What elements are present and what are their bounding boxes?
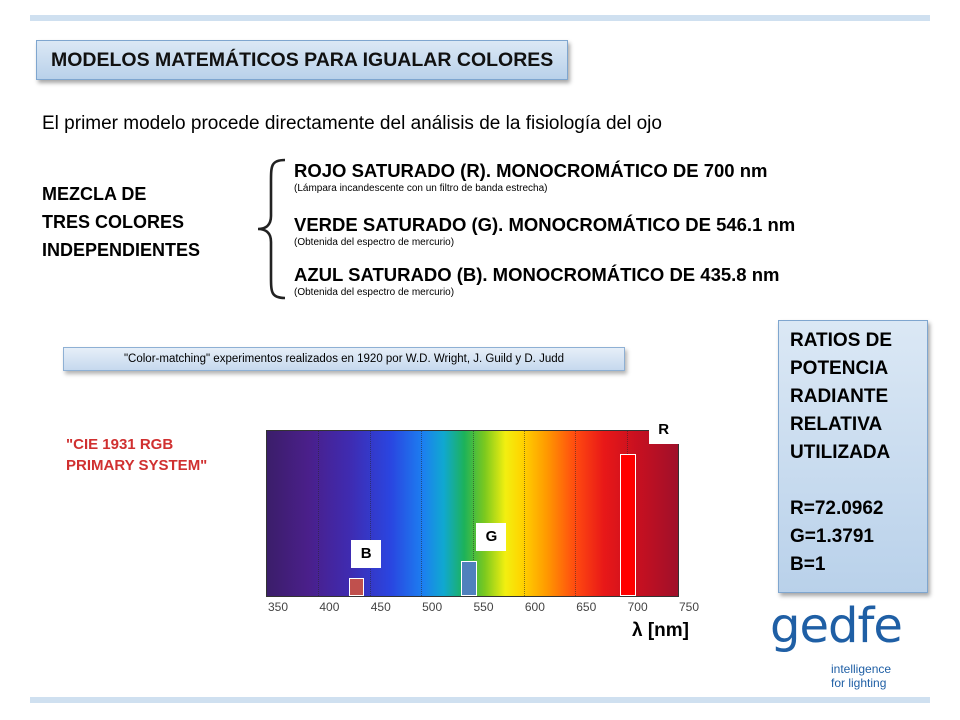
bar-g (461, 561, 477, 596)
spectrum-chart (266, 420, 679, 597)
primary-red-note: (Lámpara incandescente con un filtro de banda estrecha) (294, 183, 548, 194)
mezcla-line-2: TRES COLORES (42, 212, 185, 232)
gridline (421, 431, 422, 596)
mezcla-label (42, 180, 200, 264)
logo-tagline-2: for lighting (831, 676, 887, 690)
bar-b (349, 578, 364, 597)
logo-wordmark: gedfe (770, 598, 902, 654)
x-axis-label: λ [nm] (632, 620, 689, 641)
primary-red (294, 160, 767, 194)
x-tick-label: 500 (422, 600, 443, 614)
gridline (318, 431, 319, 596)
page-title: MODELOS MATEMÁTICOS PARA IGUALAR COLORES (36, 40, 568, 80)
primary-blue (294, 264, 779, 298)
x-tick-label: 650 (576, 600, 597, 614)
gridline (575, 431, 576, 596)
cie-label-line-2: PRIMARY SYSTEM" (66, 457, 208, 474)
x-tick-label: 350 (267, 600, 289, 614)
mezcla-line-1: MEZCLA DE (42, 184, 147, 204)
ratio-g: G=1.3791 (790, 526, 874, 547)
intro-text: El primer modelo procede directamente del análisis de la fisiología del ojo (42, 113, 662, 134)
x-tick-label: 700 (627, 600, 648, 614)
gridline (524, 431, 525, 596)
bar-r (620, 454, 636, 596)
primary-blue-title: AZUL SATURADO (B). MONOCROMÁTICO DE 435.8 nm (294, 264, 780, 285)
logo-tagline-1: intelligence (831, 662, 892, 676)
ratio-b: B=1 (790, 554, 826, 575)
gedfe-logo (770, 598, 930, 693)
ratios-heading-1: RATIOS DE (790, 330, 893, 351)
ratio-r: R=72.0962 (790, 498, 884, 519)
cie-label (66, 434, 207, 476)
bar-label-g: G (476, 523, 506, 551)
x-tick-label: 750 (678, 600, 700, 614)
x-tick-label: 600 (524, 600, 545, 614)
bar-label-b: B (351, 540, 381, 568)
ratios-heading-2: POTENCIA (790, 358, 889, 379)
primary-green-note: (Obtenida del espectro de mercurio) (294, 237, 455, 248)
top-rule (30, 15, 930, 21)
x-tick-label: 400 (319, 600, 340, 614)
logo-tagline (831, 662, 891, 690)
bar-label-r: R (649, 416, 679, 444)
primary-green (294, 214, 795, 248)
mezcla-line-3: INDEPENDIENTES (42, 240, 201, 260)
ratios-heading-4: RELATIVA (790, 414, 883, 435)
bottom-rule (30, 697, 930, 703)
x-tick-label: 450 (370, 600, 391, 614)
primary-green-title: VERDE SATURADO (G). MONOCROMÁTICO DE 546.1 nm (294, 214, 796, 235)
ratios-box (778, 320, 928, 593)
gridline (370, 431, 371, 596)
x-axis-ticks (266, 600, 700, 616)
ratios-heading-5: UTILIZADA (790, 442, 891, 463)
primary-red-title: ROJO SATURADO (R). MONOCROMÁTICO DE 700 nm (294, 160, 768, 181)
cie-label-line-1: "CIE 1931 RGB (66, 436, 174, 453)
ratios-heading-3: RADIANTE (790, 386, 889, 407)
color-matching-note: "Color-matching" experimentos realizados en 1920 por W.D. Wright, J. Guild y D. Judd (63, 347, 625, 371)
x-tick-label: 550 (473, 600, 494, 614)
curly-brace (255, 158, 289, 300)
primary-blue-note: (Obtenida del espectro de mercurio) (294, 287, 455, 298)
